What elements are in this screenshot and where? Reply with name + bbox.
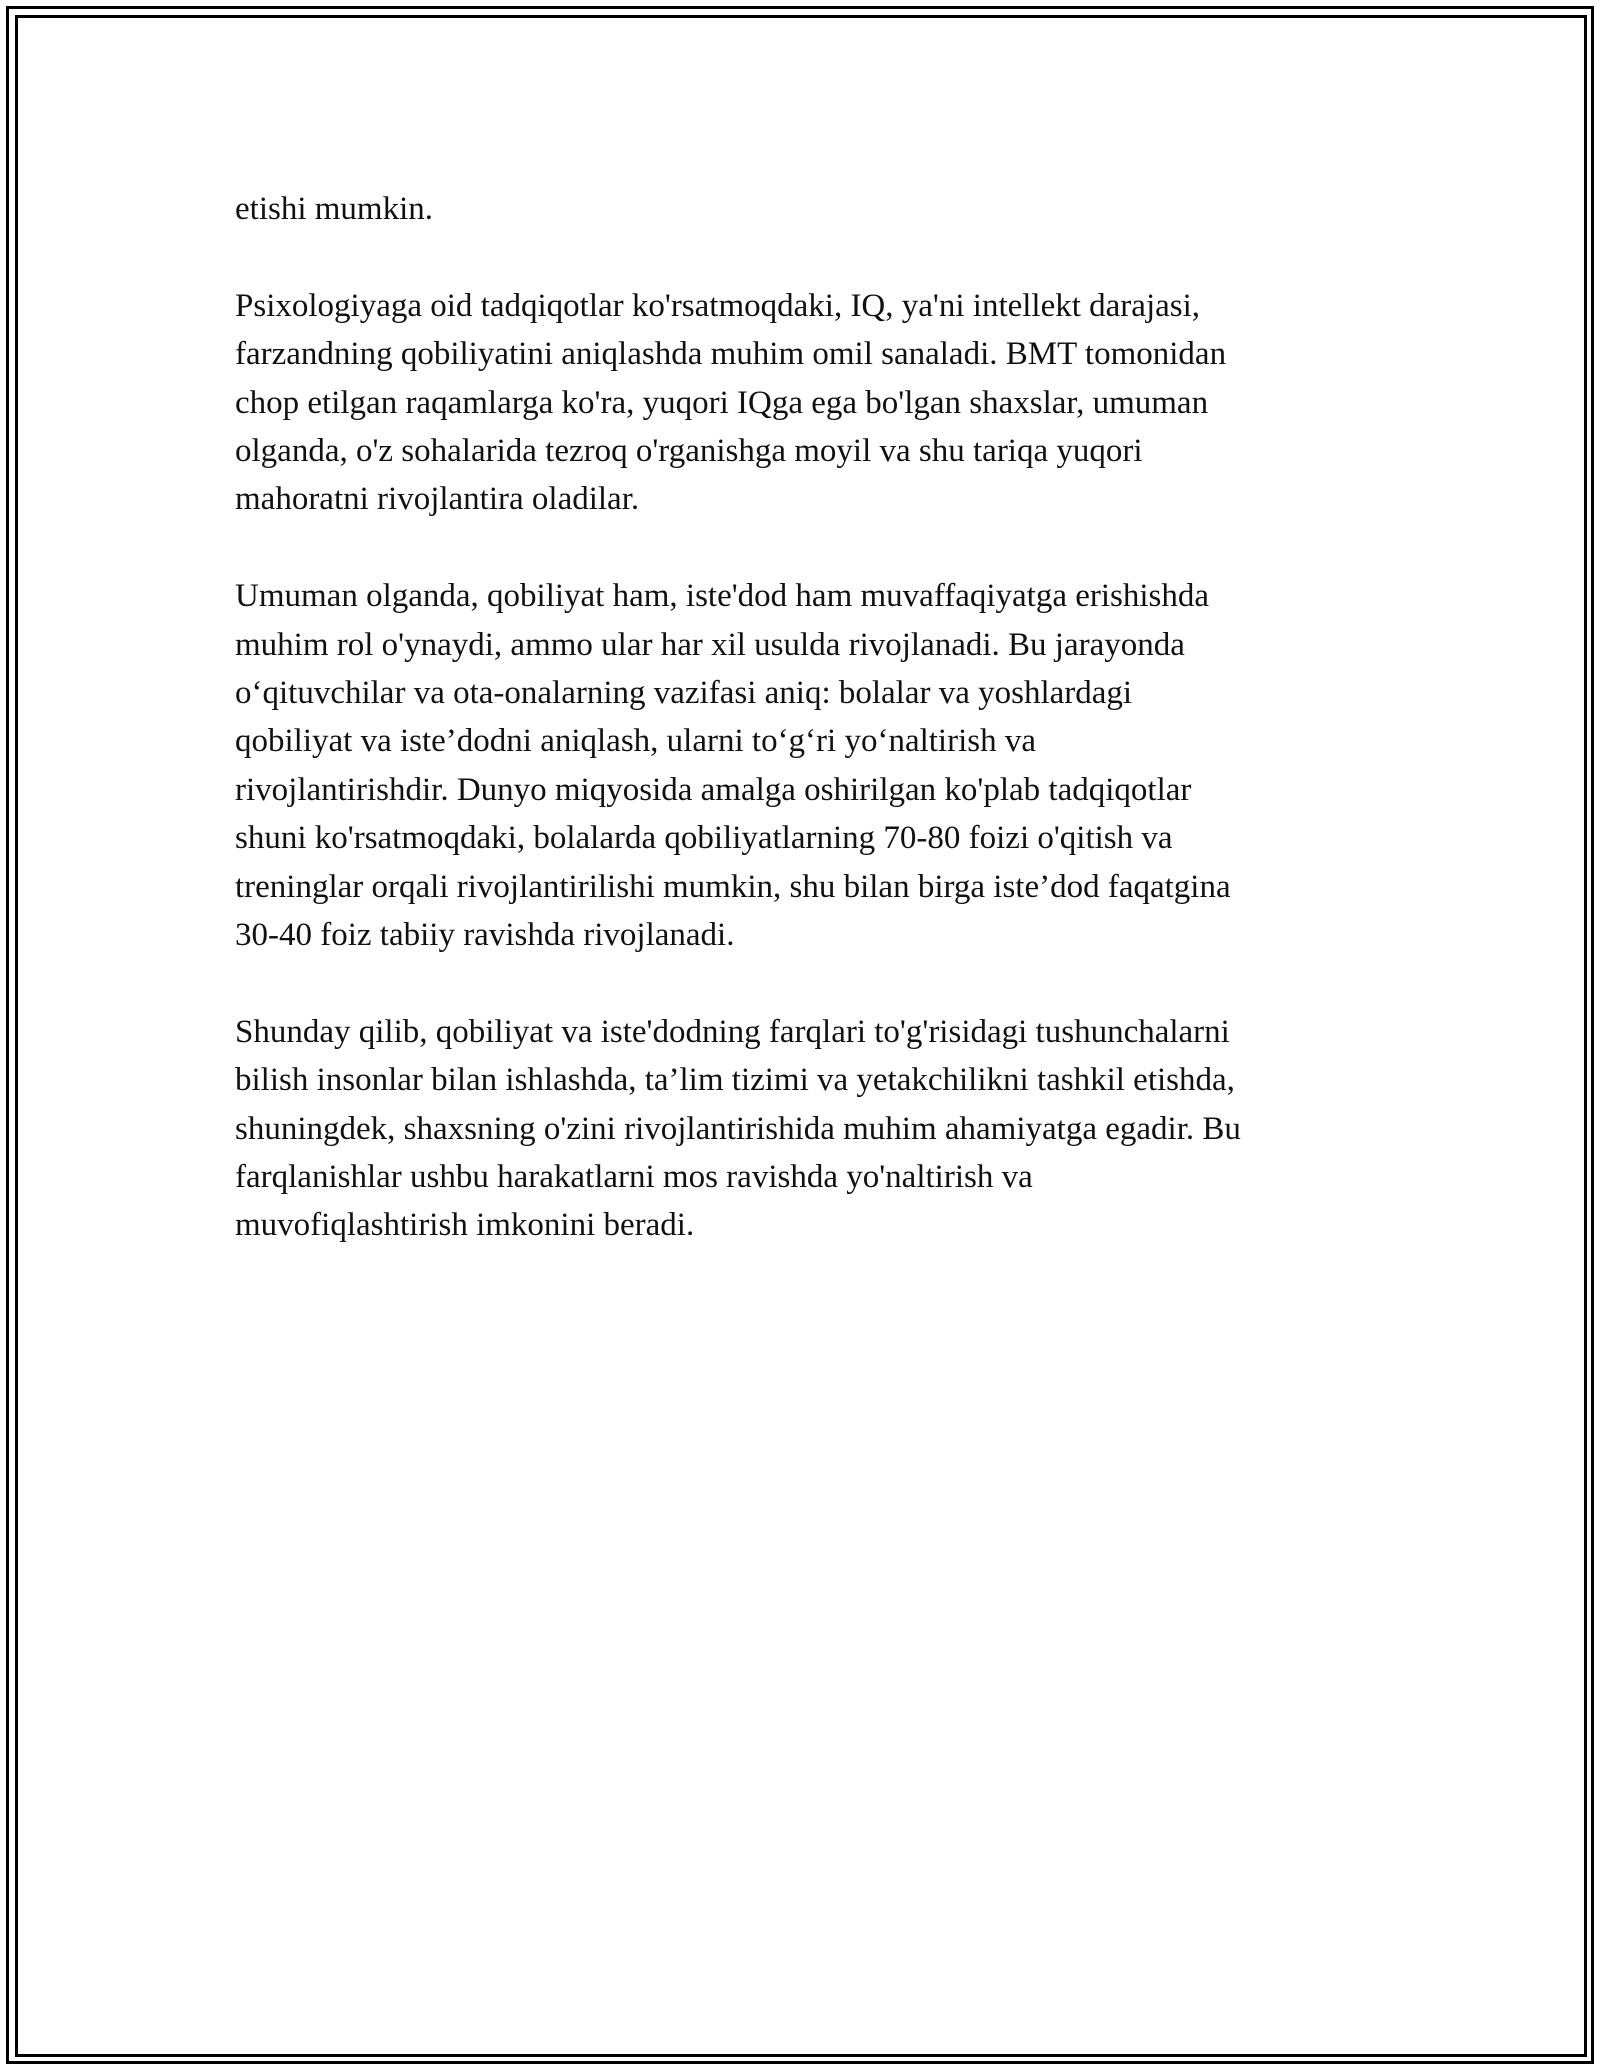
paragraph-ability-talent: Umuman olganda, qobiliyat ham, iste'dod ham muvaffaqiyatga erishishda muhim rol o'ynaydi, ammo ular har xil usulda rivojlanadi. Bu jarayonda o‘qituvchilar va ota-onalarning vazifasi aniq: bolalar va yoshlardagi qobiliyat va iste’dodni aniqlash, ularni to‘g‘ri yo‘naltirish va rivojlantirishdir. Dunyo miqyosida amalga oshirilgan ko'plab tadqiqotlar shuni ko'rsatmoqdaki, bolalarda qobiliyatlarning 70-80 foizi o'qitish va treninglar orqali rivojlantirilishi mumkin, shu bilan birga iste’dod faqatgina 30-40 foiz tabiiy ravishda rivojlanadi.	[235, 578, 1231, 954]
document-body	[235, 185, 1375, 1298]
paragraph-conclusion: Shunday qilib, qobiliyat va iste'dodning farqlari to'g'risidagi tushunchalarni bilish insonlar bilan ishlashda, ta’lim tizimi va yetakchilikni tashkil etishda, shuningdek, shaxsning o'zini rivojlantirishida muhim ahamiyatga egadir. Bu farqlanishlar ushbu harakatlarni mos ravishda yo'naltirish va muvofiqlashtirish imkonini beradi.	[235, 1013, 1241, 1244]
paragraph-iq-research: Psixologiyaga oid tadqiqotlar ko'rsatmoqdaki, IQ, ya'ni intellekt darajasi, farzandning qobiliyatini aniqlashda muhim omil sanaladi. BMT tomonidan chop etilgan raqamlarga ko'ra, yuqori IQga ega bo'lgan shaxslar, umuman olganda, o'z sohalarida tezroq o'rganishga moyil va shu tariqa yuqori mahoratni rivojlantira oladilar.	[235, 287, 1227, 518]
paragraph-continuation: etishi mumkin.	[235, 191, 433, 227]
